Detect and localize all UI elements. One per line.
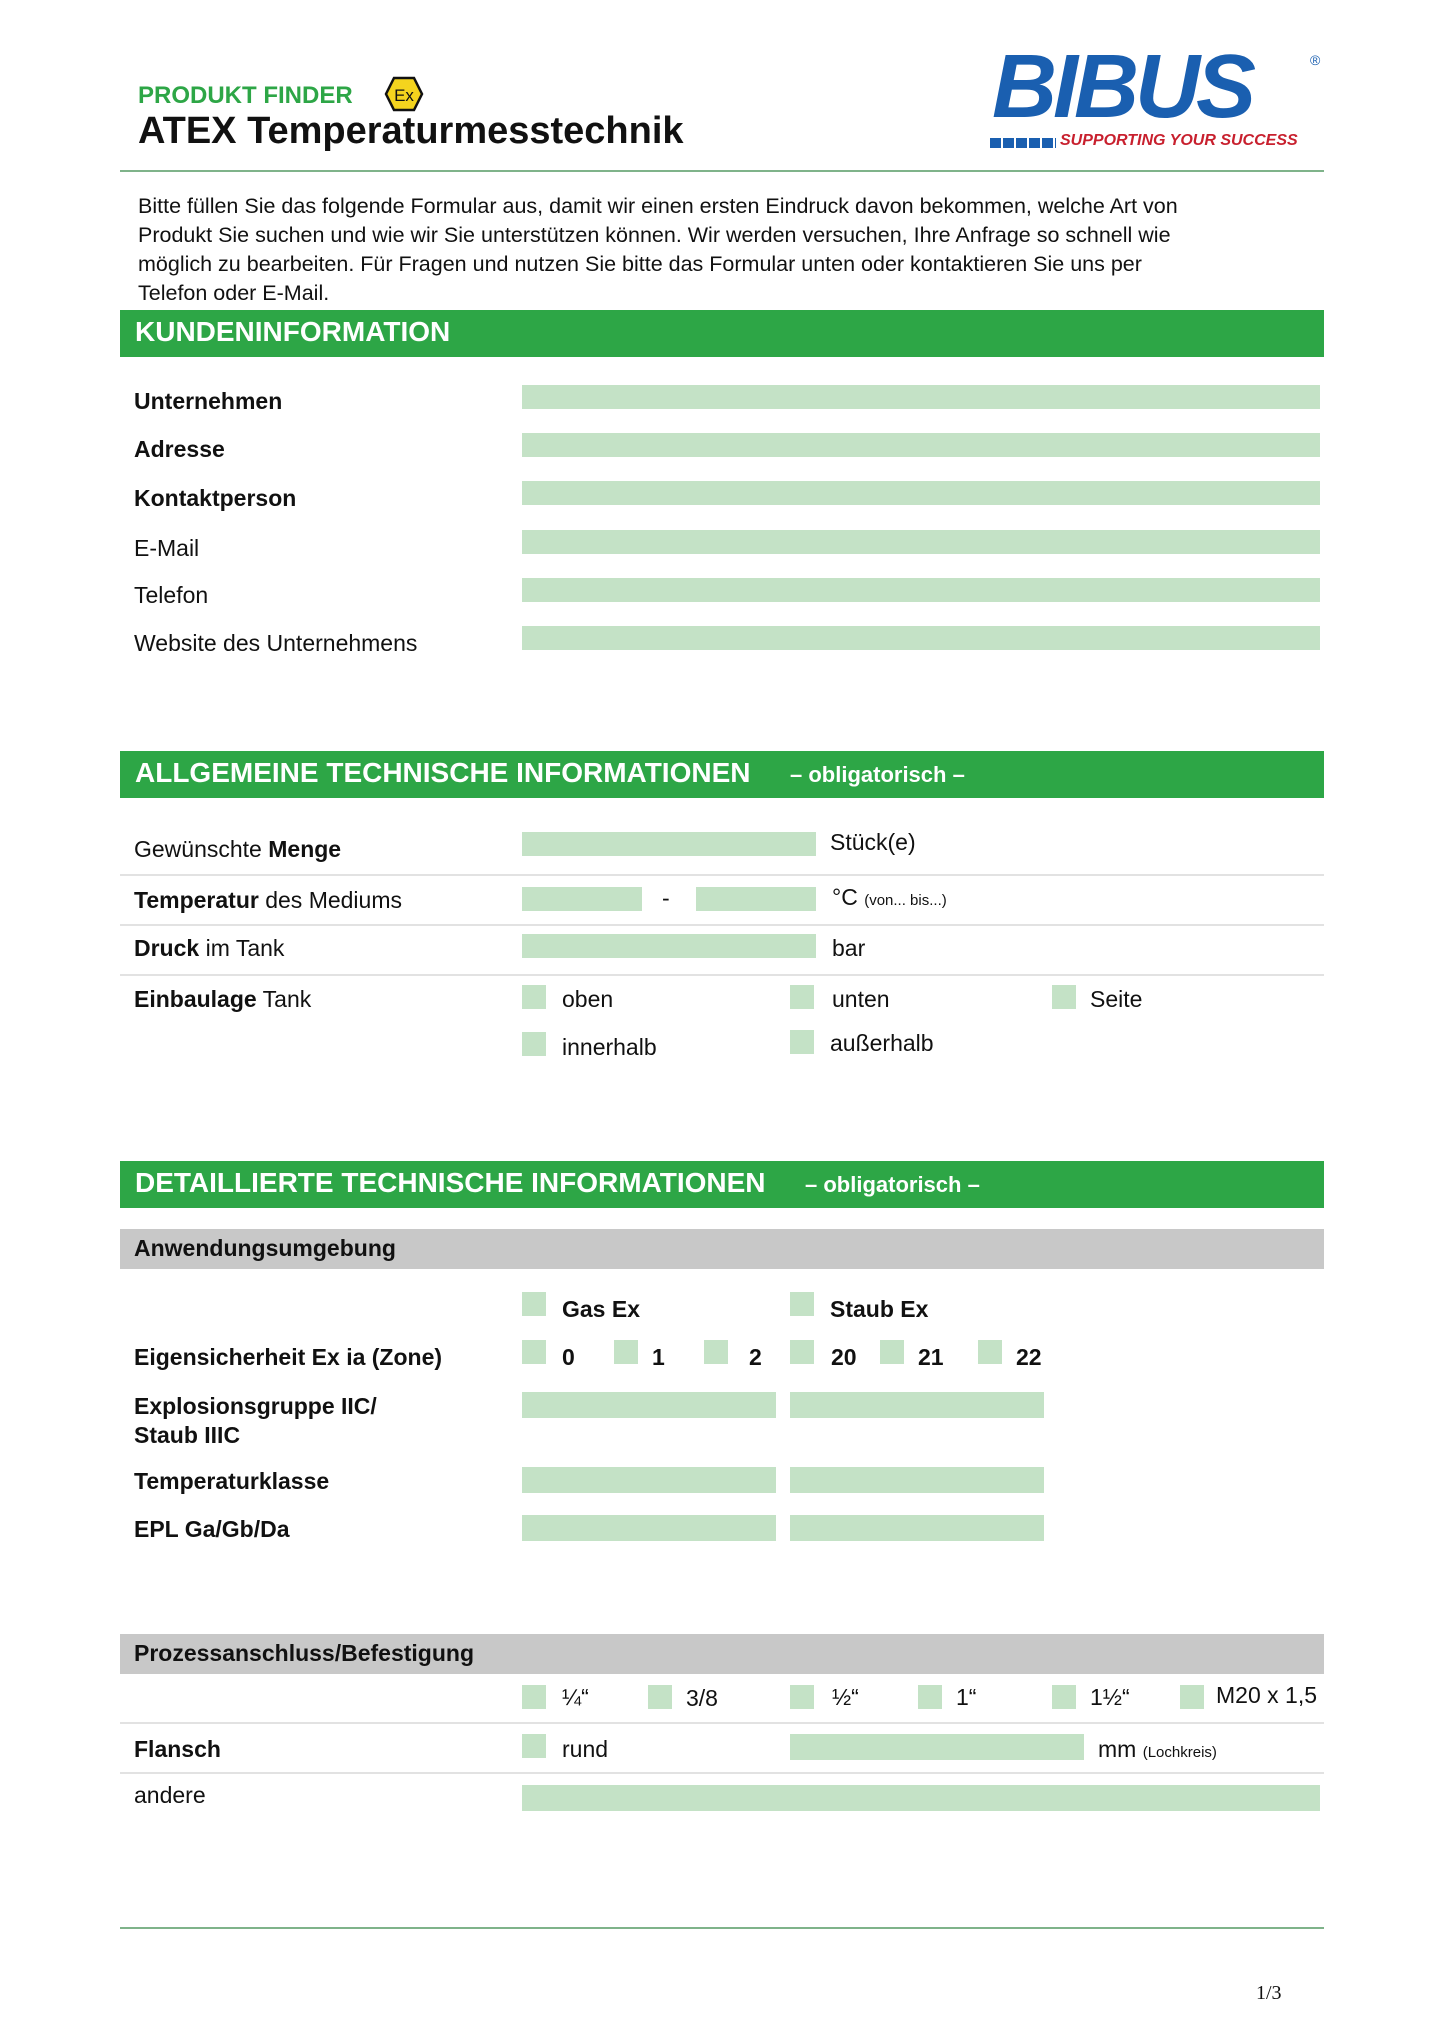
label-menge-bold: Menge	[268, 836, 342, 862]
label-kontaktperson: Kontaktperson	[134, 485, 297, 511]
mandatory-note: – obligatorisch –	[805, 1172, 980, 1197]
checkbox-oben[interactable]	[522, 985, 546, 1009]
option-one-inch: 1“	[956, 1684, 977, 1710]
intro-text	[138, 192, 1328, 308]
label-einbaulage-post: Tank	[256, 986, 312, 1012]
temperatur-unit-note: (von... bis...)	[864, 892, 947, 909]
logo-wordmark: BIBUS	[992, 37, 1253, 137]
mandatory-note: – obligatorisch –	[790, 762, 965, 787]
bibus-logo	[990, 37, 1330, 156]
option-one-half-inch: 1½“	[1090, 1684, 1130, 1710]
row-divider	[120, 924, 1324, 926]
page-number: 1/3	[1256, 1982, 1282, 2004]
temperatur-dash: -	[662, 885, 670, 911]
epl-staub-input[interactable]	[790, 1515, 1044, 1541]
label-epl: EPL Ga/Gb/Da	[134, 1516, 290, 1542]
label-flansch: Flansch	[134, 1736, 221, 1762]
checkbox-one-inch[interactable]	[918, 1685, 942, 1709]
label-adresse: Adresse	[134, 436, 225, 462]
product-finder-text: PRODUKT FINDER	[138, 82, 353, 109]
explosionsgruppe-gas-input[interactable]	[522, 1392, 776, 1418]
druck-input[interactable]	[522, 934, 816, 958]
intro-line: Bitte füllen Sie das folgende Formular aus, damit wir einen ersten Eindruck davon bekommen, welche Art von	[138, 194, 1178, 218]
checkbox-zone-2[interactable]	[704, 1340, 728, 1364]
option-half-inch: ½“	[832, 1684, 859, 1710]
label-website: Website des Unternehmens	[134, 630, 418, 656]
logo-registered: ®	[1310, 52, 1321, 68]
footer-divider	[120, 1927, 1324, 1929]
checkbox-staub-ex[interactable]	[790, 1292, 814, 1316]
flansch-lochkreis-input[interactable]	[790, 1734, 1084, 1760]
logo-tagline: SUPPORTING YOUR SUCCESS	[1060, 132, 1298, 149]
checkbox-seite[interactable]	[1052, 985, 1076, 1009]
label-andere: andere	[134, 1782, 206, 1808]
checkbox-quarter-inch[interactable]	[522, 1685, 546, 1709]
intro-line: Produkt Sie suchen und wie wir Sie unterstützen können. Wir werden versuchen, Ihre Anfrage so schnell wie	[138, 223, 1171, 247]
temperaturklasse-staub-input[interactable]	[790, 1467, 1044, 1493]
option-innerhalb: innerhalb	[562, 1034, 657, 1060]
option-ausserhalb: außerhalb	[830, 1030, 934, 1056]
label-druck	[134, 935, 284, 962]
header-divider	[120, 170, 1324, 172]
section-header-allgemein	[120, 751, 1324, 798]
intro-line: Telefon oder E-Mail.	[138, 281, 330, 305]
label-explosionsgruppe	[134, 1392, 377, 1450]
page-title: ATEX Temperaturmesstechnik	[138, 110, 684, 152]
option-zone-20: 20	[831, 1344, 857, 1370]
subsection-title: Prozessanschluss/Befestigung	[134, 1640, 474, 1666]
checkbox-zone-20[interactable]	[790, 1340, 814, 1364]
explosionsgruppe-staub-input[interactable]	[790, 1392, 1044, 1418]
option-seite: Seite	[1090, 986, 1143, 1012]
label-unternehmen: Unternehmen	[134, 388, 283, 414]
temperatur-from-input[interactable]	[522, 887, 642, 911]
label-email: E-Mail	[134, 535, 200, 561]
option-gas-ex: Gas Ex	[562, 1296, 640, 1322]
checkbox-unten[interactable]	[790, 985, 814, 1009]
option-rund: rund	[562, 1736, 609, 1762]
temperaturklasse-gas-input[interactable]	[522, 1467, 776, 1493]
checkbox-innerhalb[interactable]	[522, 1032, 546, 1056]
option-staub-ex: Staub Ex	[830, 1296, 929, 1322]
flansch-unit-mm: mm	[1098, 1736, 1137, 1762]
label-druck-post: im Tank	[199, 935, 285, 961]
option-zone-2: 2	[749, 1344, 762, 1370]
label-explosionsgruppe-line1: Explosionsgruppe IIC/	[134, 1393, 377, 1419]
subsection-prozessanschluss	[120, 1634, 1324, 1674]
checkbox-zone-0[interactable]	[522, 1340, 546, 1364]
option-zone-1: 1	[652, 1344, 665, 1370]
checkbox-m20[interactable]	[1180, 1685, 1204, 1709]
label-menge-pre: Gewünschte	[134, 836, 269, 862]
email-input[interactable]	[522, 530, 1320, 554]
flansch-unit-note: (Lochkreis)	[1142, 1744, 1217, 1761]
andere-input[interactable]	[522, 1785, 1320, 1811]
section-title: ALLGEMEINE TECHNISCHE INFORMATIONEN	[135, 757, 751, 788]
checkbox-one-half-inch[interactable]	[1052, 1685, 1076, 1709]
telefon-input[interactable]	[522, 578, 1320, 602]
temperatur-to-input[interactable]	[696, 887, 816, 911]
product-finder-label	[138, 82, 353, 110]
subsection-title: Anwendungsumgebung	[134, 1235, 396, 1261]
section-header-detail	[120, 1161, 1324, 1208]
subsection-anwendungsumgebung	[120, 1229, 1324, 1269]
option-unten: unten	[832, 986, 890, 1012]
druck-unit: bar	[832, 935, 866, 961]
kontaktperson-input[interactable]	[522, 481, 1320, 505]
ex-symbol-text: Ex	[394, 86, 414, 105]
intro-line: möglich zu bearbeiten. Für Fragen und nutzen Sie bitte das Formular unten oder kontaktieren Sie uns per	[138, 252, 1142, 276]
checkbox-zone-1[interactable]	[614, 1340, 638, 1364]
adresse-input[interactable]	[522, 433, 1320, 457]
label-temperatur	[134, 887, 402, 914]
label-eigensicherheit: Eigensicherheit Ex ia (Zone)	[134, 1344, 443, 1370]
checkbox-three-eighths[interactable]	[648, 1685, 672, 1709]
row-divider	[120, 974, 1324, 976]
row-divider	[120, 1772, 1324, 1774]
label-menge	[134, 836, 341, 863]
epl-gas-input[interactable]	[522, 1515, 776, 1541]
website-input[interactable]	[522, 626, 1320, 650]
menge-input[interactable]	[522, 832, 816, 856]
temperatur-unit-symbol: °C	[832, 884, 858, 910]
flansch-unit	[1098, 1736, 1217, 1763]
option-oben: oben	[562, 986, 614, 1012]
temperatur-unit	[832, 884, 947, 911]
label-einbaulage	[134, 986, 311, 1013]
checkbox-half-inch[interactable]	[790, 1685, 814, 1709]
option-three-eighths: 3/8	[686, 1685, 718, 1711]
option-quarter-inch: ¼“	[562, 1684, 589, 1710]
label-einbaulage-bold: Einbaulage	[134, 986, 257, 1012]
row-divider	[120, 874, 1324, 876]
section-title: DETAILLIERTE TECHNISCHE INFORMATIONEN	[135, 1167, 766, 1198]
checkbox-gas-ex[interactable]	[522, 1292, 546, 1316]
label-druck-bold: Druck	[134, 935, 200, 961]
option-m20: M20 x 1,5	[1216, 1682, 1317, 1708]
row-divider	[120, 1722, 1324, 1724]
checkbox-zone-22[interactable]	[978, 1340, 1002, 1364]
option-zone-0: 0	[562, 1344, 575, 1370]
unternehmen-input[interactable]	[522, 385, 1320, 409]
ex-hexagon-icon	[384, 76, 424, 112]
option-zone-22: 22	[1016, 1344, 1042, 1370]
checkbox-rund[interactable]	[522, 1734, 546, 1758]
checkbox-ausserhalb[interactable]	[790, 1030, 814, 1054]
section-title: KUNDENINFORMATION	[135, 316, 451, 347]
label-temperatur-post: des Mediums	[258, 887, 402, 913]
label-temperatur-bold: Temperatur	[134, 887, 259, 913]
menge-unit: Stück(e)	[830, 829, 916, 855]
label-temperaturklasse: Temperaturklasse	[134, 1468, 330, 1494]
label-telefon: Telefon	[134, 582, 209, 608]
option-zone-21: 21	[918, 1344, 944, 1370]
label-explosionsgruppe-line2: Staub IIIC	[134, 1422, 241, 1448]
checkbox-zone-21[interactable]	[880, 1340, 904, 1364]
section-header-kunden	[120, 310, 1324, 357]
logo-bars-icon	[990, 138, 1056, 148]
